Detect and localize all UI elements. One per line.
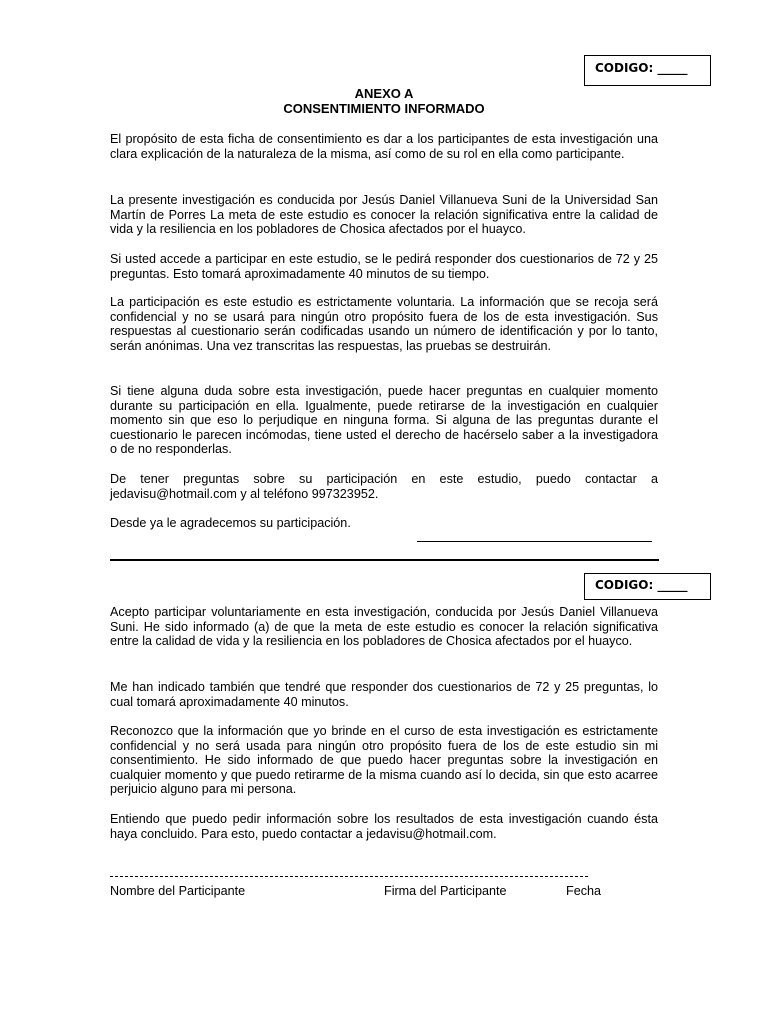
confidentiality-paragraph: La participación es este estudio es estrictamente voluntaria. La información que se recoja será confidencial y no se usará para ningún otro propósito fuera de los de esta investigación. Sus respuestas al cuestionario serán codificadas usando un número de identificación y por lo tanto, serán anónimas. Una vez transcritas las respuestas, las pruebas se destruirán. xyxy=(110,295,658,353)
questions-paragraph: Si tiene alguna duda sobre esta investigación, puede hacer preguntas en cualquier momento durante su participación en ella. Igualmente, puede retirarse de la investigación en cualquier momento sin que eso lo perjudique en ninguna forma. Si alguna de las preguntas durante el cuestionario le parecen incómodas, tiene usted el derecho de hacérselo saber a la investigadora o de no responderlas. xyxy=(110,384,658,457)
code-box-top: CODIGO: _____ xyxy=(584,55,711,86)
contact-paragraph: De tener preguntas sobre su participación en este estudio, puedo contactar a jedavisu@hotmail.com y al teléfono 997323952. xyxy=(110,472,658,501)
researcher-signature-line xyxy=(417,541,652,542)
purpose-paragraph: El propósito de esta ficha de consentimiento es dar a los participantes de esta investigación una clara explicación de la naturaleza de la misma, así como de su rol en ella como participante. xyxy=(110,132,658,161)
annex-title: ANEXO A xyxy=(354,86,414,101)
thanks-paragraph: Desde ya le agradecemos su participación. xyxy=(110,516,351,530)
code-box-bottom: CODIGO: _____ xyxy=(584,573,711,600)
section-divider xyxy=(110,559,659,561)
document-title: CONSENTIMIENTO INFORMADO xyxy=(283,101,485,116)
participant-name-label: Nombre del Participante xyxy=(110,884,246,898)
consent-procedure-paragraph: Me han indicado también que tendré que responder dos cuestionarios de 72 y 25 preguntas, lo cual tomará aproximadamente 40 minutos. xyxy=(110,680,658,709)
researcher-paragraph: La presente investigación es conducida por Jesús Daniel Villanueva Suni de la Universidad San Martín de Porres La meta de este estudio es conocer la relación significativa entre la calidad de vida y la resiliencia en los pobladores de Chosica afectados por el huayco. xyxy=(110,193,658,237)
consent-acceptance-paragraph: Acepto participar voluntariamente en esta investigación, conducida por Jesús Daniel Villanueva Suni. He sido informado (a) de que la meta de este estudio es conocer la relación significativa entre la calidad de vida y la resiliencia en los pobladores de Chosica afectados por el huayco. xyxy=(110,605,658,649)
signature-dashed-line xyxy=(110,876,588,877)
participant-signature-label: Firma del Participante xyxy=(384,884,507,898)
consent-results-paragraph: Entiendo que puedo pedir información sobre los resultados de esta investigación cuando ésta haya concluido. Para esto, puedo contactar a jedavisu@hotmail.com. xyxy=(110,812,658,841)
procedure-paragraph: Si usted accede a participar en este estudio, se le pedirá responder dos cuestionarios de 72 y 25 preguntas. Esto tomará aproximadamente 40 minutos de su tiempo. xyxy=(110,252,658,281)
consent-confidentiality-paragraph: Reconozco que la información que yo brinde en el curso de esta investigación es estrictamente confidencial y no será usada para ningún otro propósito fuera de los de este estudio sin mi consentimiento. He sido informado de que puedo hacer preguntas sobre la investigación en cualquier momento y que puedo retirarme de la misma cuando así lo decida, sin que esto acarree perjuicio alguno para mi persona. xyxy=(110,724,658,797)
date-label: Fecha xyxy=(566,884,602,898)
